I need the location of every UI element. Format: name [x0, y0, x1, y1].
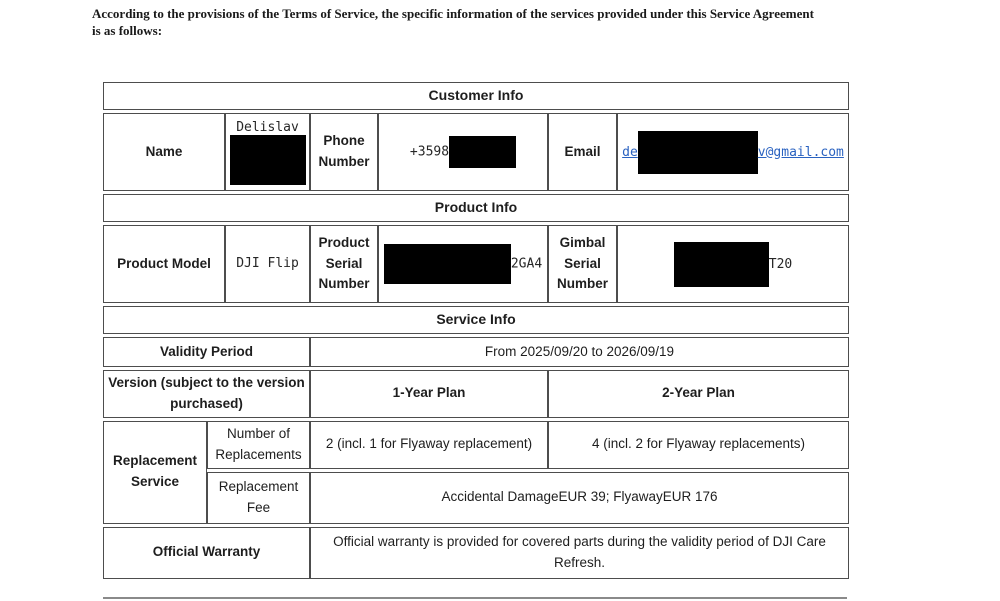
name-label: Name	[103, 113, 225, 191]
gimbal-serial-value	[617, 225, 849, 303]
replacement-fee-value: Accidental DamageEUR 39; FlyawayEUR 176	[310, 472, 849, 524]
section-header-product-info: Product Info	[103, 194, 849, 222]
replacement-fee-label: Replacement Fee	[207, 472, 310, 524]
section-header-customer-info: Customer Info	[103, 82, 849, 110]
replacements-1yr-value: 2 (incl. 1 for Flyaway replacement)	[310, 421, 548, 469]
gimbal-serial-redaction-box	[674, 242, 769, 287]
version-label: Version (subject to the version purchased)	[103, 370, 310, 418]
name-value	[225, 113, 310, 191]
replacement-fee-row	[103, 472, 849, 524]
product-model-value: DJI Flip	[225, 225, 310, 303]
name-value-text: Delislav	[236, 120, 299, 135]
plan-1-year-header: 1-Year Plan	[310, 370, 548, 418]
customer-info-header-row	[103, 82, 849, 110]
email-link[interactable]	[622, 145, 844, 160]
validity-period-row	[103, 337, 849, 367]
customer-info-row	[103, 113, 849, 191]
official-warranty-label: Official Warranty	[103, 527, 310, 579]
email-redaction-box	[638, 131, 758, 174]
service-agreement-table	[103, 79, 849, 582]
validity-period-label: Validity Period	[103, 337, 310, 367]
gimbal-serial-label: Gimbal Serial Number	[548, 225, 617, 303]
email-label: Email	[548, 113, 617, 191]
official-warranty-value: Official warranty is provided for covered parts during the validity period of DJI Care Refresh.	[310, 527, 849, 579]
product-model-label: Product Model	[103, 225, 225, 303]
phone-number-value	[378, 113, 548, 191]
email-prefix-text: de	[622, 144, 638, 160]
number-of-replacements-label: Number of Replacements	[207, 421, 310, 469]
official-warranty-row	[103, 527, 849, 579]
intro-paragraph: According to the provisions of the Terms of Service, the specific information of the services provided under this Service Agreement is as follows:	[92, 6, 814, 38]
phone-value-text: +3598	[409, 144, 450, 160]
product-serial-label: Product Serial Number	[310, 225, 378, 303]
gimbal-serial-suffix-text: T20	[768, 256, 793, 272]
replacement-service-label: Replacement Service	[103, 421, 207, 524]
validity-period-value: From 2025/09/20 to 2026/09/19	[310, 337, 849, 367]
section-header-service-info: Service Info	[103, 306, 849, 334]
version-row	[103, 370, 849, 418]
number-of-replacements-row	[103, 421, 849, 469]
email-value	[617, 113, 849, 191]
email-suffix-text: v@gmail.com	[757, 144, 844, 160]
next-row-cutoff-border	[103, 597, 847, 599]
product-info-header-row	[103, 194, 849, 222]
product-serial-suffix-text: 2GA4	[510, 256, 543, 272]
name-redaction-box	[230, 135, 306, 185]
phone-number-label: Phone Number	[310, 113, 378, 191]
product-serial-redaction-box	[384, 244, 511, 284]
product-serial-value	[378, 225, 548, 303]
plan-2-year-header: 2-Year Plan	[548, 370, 849, 418]
phone-redaction-box	[449, 136, 516, 168]
product-info-row	[103, 225, 849, 303]
service-info-header-row	[103, 306, 849, 334]
replacements-2yr-value: 4 (incl. 2 for Flyaway replacements)	[548, 421, 849, 469]
